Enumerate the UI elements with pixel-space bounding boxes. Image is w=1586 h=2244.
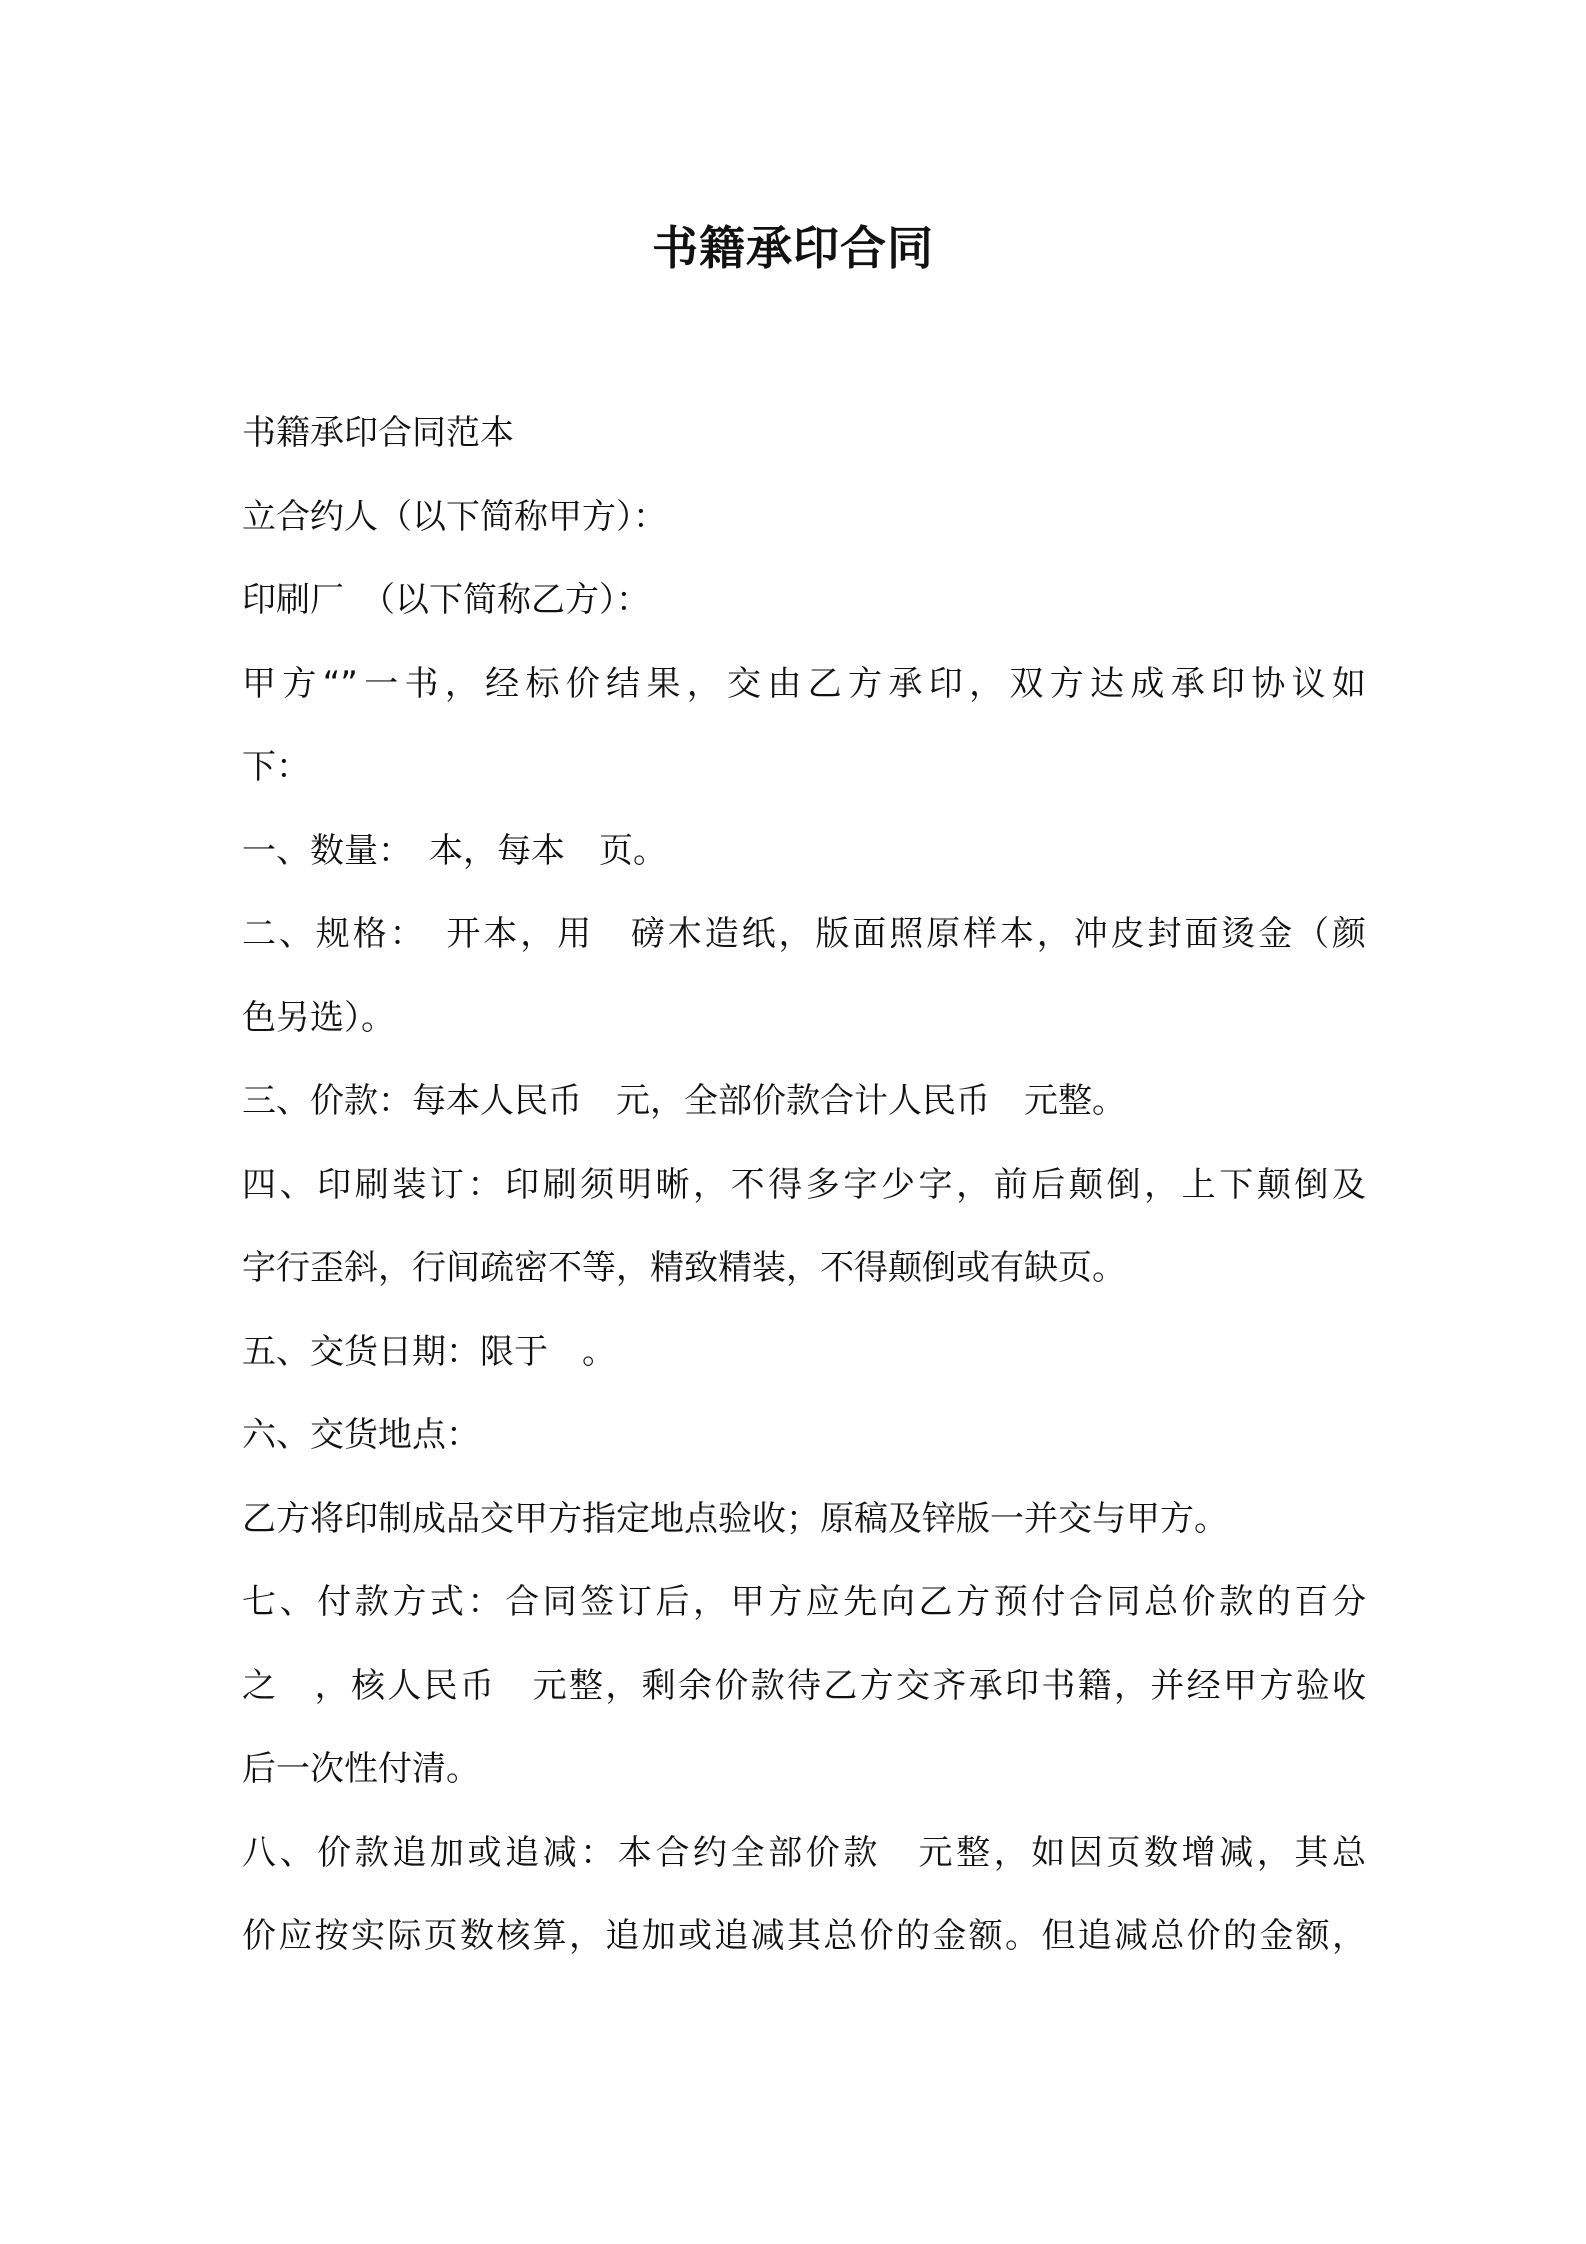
document-title: 书籍承印合同 bbox=[652, 221, 934, 275]
party-b-line: 印刷厂 （以下简称乙方）： bbox=[242, 580, 650, 620]
agreement-intro-line-1: 甲方“”一书，经标价结果，交由乙方承印，双方达成承印协议如 bbox=[242, 663, 1366, 704]
document-body bbox=[242, 392, 1366, 1979]
clause-2-spec-line-2: 色另选）。 bbox=[242, 997, 395, 1038]
clause-5-delivery-date: 五、交货日期：限于 。 bbox=[242, 1331, 616, 1372]
clause-2-spec-line-1: 二、规格： 开本，用 磅木造纸，版面照原样本，冲皮封面烫金（颜 bbox=[242, 914, 1366, 954]
clause-7-payment-line-3: 后一次性付清。 bbox=[242, 1749, 480, 1789]
clause-8-adjustment-line-2: 价应按实际页数核算，追加或追减其总价的金额。但追减总价的金额， bbox=[242, 1916, 1366, 1956]
clause-4-printing-line-1: 四、印刷装订：印刷须明晰，不得多字少字，前后颠倒，上下颠倒及 bbox=[242, 1164, 1366, 1205]
clause-4-printing-line-2: 字行歪斜，行间疏密不等，精致精装，不得颠倒或有缺页。 bbox=[242, 1248, 1126, 1288]
agreement-intro-line-2: 下： bbox=[242, 747, 310, 787]
clause-6-delivery-detail: 乙方将印制成品交甲方指定地点验收；原稿及锌版一并交与甲方。 bbox=[242, 1498, 1228, 1539]
clause-8-adjustment-line-1: 八、价款追加或追减：本合约全部价款 元整，如因页数增减，其总 bbox=[242, 1832, 1366, 1873]
clause-7-payment-line-2: 之 ，核人民币 元整，剩余价款待乙方交齐承印书籍，并经甲方验收 bbox=[242, 1665, 1366, 1706]
clause-1-quantity: 一、数量： 本，每本 页。 bbox=[242, 830, 667, 871]
subtitle-line: 书籍承印合同范本 bbox=[242, 413, 514, 453]
clause-3-price: 三、价款：每本人民币 元，全部价款合计人民币 元整。 bbox=[242, 1081, 1126, 1121]
clause-7-payment-line-1: 七、付款方式：合同签订后，甲方应先向乙方预付合同总价款的百分 bbox=[242, 1582, 1366, 1622]
clause-6-delivery-place: 六、交货地点： bbox=[242, 1415, 480, 1455]
party-a-line: 立合约人（以下简称甲方）： bbox=[242, 496, 667, 537]
